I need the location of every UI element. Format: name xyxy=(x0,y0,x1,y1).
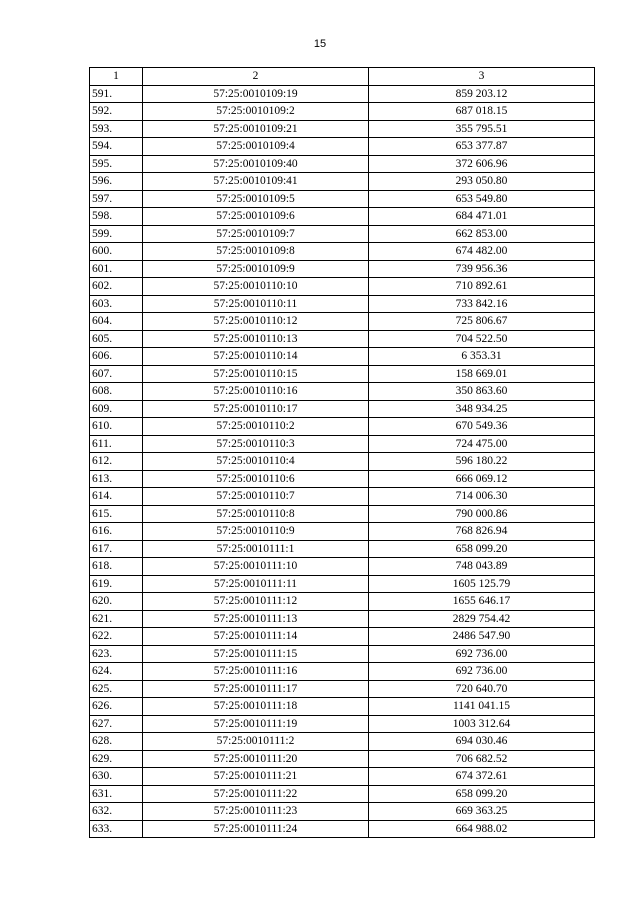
cadastral-value-cell: 355 795.51 xyxy=(369,120,595,138)
cadastral-value-cell: 1141 041.15 xyxy=(369,698,595,716)
cadastral-value-cell: 2829 754.42 xyxy=(369,610,595,628)
cadastral-number-cell: 57:25:0010109:7 xyxy=(143,225,369,243)
cadastral-value-cell: 1605 125.79 xyxy=(369,575,595,593)
row-number-cell: 624. xyxy=(90,663,143,681)
cadastral-number-cell: 57:25:0010109:5 xyxy=(143,190,369,208)
cadastral-value-cell: 293 050.80 xyxy=(369,173,595,191)
row-number-cell: 615. xyxy=(90,505,143,523)
row-number-cell: 631. xyxy=(90,785,143,803)
column-header-value: 3 xyxy=(369,68,595,86)
cadastral-number-cell: 57:25:0010110:6 xyxy=(143,470,369,488)
cadastral-value-cell: 666 069.12 xyxy=(369,470,595,488)
table-row xyxy=(90,120,595,138)
cadastral-value-cell: 748 043.89 xyxy=(369,558,595,576)
cadastral-number-cell: 57:25:0010110:11 xyxy=(143,295,369,313)
table-row xyxy=(90,680,595,698)
cadastral-number-cell: 57:25:0010109:4 xyxy=(143,138,369,156)
cadastral-number-cell: 57:25:0010110:9 xyxy=(143,523,369,541)
column-header-number: 1 xyxy=(90,68,143,86)
row-number-cell: 592. xyxy=(90,103,143,121)
cadastral-number-cell: 57:25:0010111:13 xyxy=(143,610,369,628)
table-row xyxy=(90,103,595,121)
row-number-cell: 617. xyxy=(90,540,143,558)
row-number-cell: 608. xyxy=(90,383,143,401)
row-number-cell: 591. xyxy=(90,85,143,103)
row-number-cell: 605. xyxy=(90,330,143,348)
table-row xyxy=(90,803,595,821)
cadastral-number-cell: 57:25:0010111:14 xyxy=(143,628,369,646)
row-number-cell: 618. xyxy=(90,558,143,576)
cadastral-number-cell: 57:25:0010111:12 xyxy=(143,593,369,611)
table-row xyxy=(90,663,595,681)
cadastral-number-cell: 57:25:0010110:16 xyxy=(143,383,369,401)
row-number-cell: 614. xyxy=(90,488,143,506)
cadastral-number-cell: 57:25:0010111:11 xyxy=(143,575,369,593)
cadastral-value-cell: 710 892.61 xyxy=(369,278,595,296)
table-row xyxy=(90,313,595,331)
cadastral-value-cell: 662 853.00 xyxy=(369,225,595,243)
row-number-cell: 632. xyxy=(90,803,143,821)
row-number-cell: 625. xyxy=(90,680,143,698)
cadastral-value-cell: 664 988.02 xyxy=(369,820,595,838)
cadastral-number-cell: 57:25:0010111:2 xyxy=(143,733,369,751)
cadastral-value-cell: 725 806.67 xyxy=(369,313,595,331)
cadastral-number-cell: 57:25:0010110:4 xyxy=(143,453,369,471)
cadastral-number-cell: 57:25:0010110:8 xyxy=(143,505,369,523)
cadastral-value-cell: 694 030.46 xyxy=(369,733,595,751)
table-row xyxy=(90,85,595,103)
cadastral-value-cell: 658 099.20 xyxy=(369,785,595,803)
row-number-cell: 630. xyxy=(90,768,143,786)
cadastral-value-cell: 687 018.15 xyxy=(369,103,595,121)
table-row xyxy=(90,558,595,576)
cadastral-number-cell: 57:25:0010110:14 xyxy=(143,348,369,366)
cadastral-number-cell: 57:25:0010111:24 xyxy=(143,820,369,838)
table-row xyxy=(90,645,595,663)
cadastral-number-cell: 57:25:0010111:22 xyxy=(143,785,369,803)
cadastral-number-cell: 57:25:0010111:20 xyxy=(143,750,369,768)
row-number-cell: 599. xyxy=(90,225,143,243)
cadastral-number-cell: 57:25:0010109:2 xyxy=(143,103,369,121)
cadastral-number-cell: 57:25:0010110:12 xyxy=(143,313,369,331)
cadastral-number-cell: 57:25:0010109:41 xyxy=(143,173,369,191)
table-row xyxy=(90,295,595,313)
cadastral-number-cell: 57:25:0010111:21 xyxy=(143,768,369,786)
row-number-cell: 607. xyxy=(90,365,143,383)
row-number-cell: 623. xyxy=(90,645,143,663)
table-row xyxy=(90,260,595,278)
table-row xyxy=(90,348,595,366)
row-number-cell: 595. xyxy=(90,155,143,173)
cadastral-number-cell: 57:25:0010111:19 xyxy=(143,715,369,733)
row-number-cell: 616. xyxy=(90,523,143,541)
cadastral-value-cell: 1003 312.64 xyxy=(369,715,595,733)
cadastral-value-cell: 706 682.52 xyxy=(369,750,595,768)
cadastral-value-cell: 859 203.12 xyxy=(369,85,595,103)
row-number-cell: 598. xyxy=(90,208,143,226)
row-number-cell: 621. xyxy=(90,610,143,628)
table-row xyxy=(90,330,595,348)
table-row xyxy=(90,400,595,418)
table-row xyxy=(90,365,595,383)
cadastral-value-table xyxy=(89,67,595,838)
cadastral-value-cell: 720 640.70 xyxy=(369,680,595,698)
cadastral-value-cell: 1655 646.17 xyxy=(369,593,595,611)
table-row xyxy=(90,575,595,593)
cadastral-number-cell: 57:25:0010110:17 xyxy=(143,400,369,418)
row-number-cell: 597. xyxy=(90,190,143,208)
cadastral-value-cell: 6 353.31 xyxy=(369,348,595,366)
cadastral-number-cell: 57:25:0010109:21 xyxy=(143,120,369,138)
row-number-cell: 622. xyxy=(90,628,143,646)
cadastral-number-cell: 57:25:0010110:2 xyxy=(143,418,369,436)
cadastral-number-cell: 57:25:0010109:6 xyxy=(143,208,369,226)
page-number: 15 xyxy=(313,38,327,50)
cadastral-number-cell: 57:25:0010111:23 xyxy=(143,803,369,821)
table-row xyxy=(90,243,595,261)
table-row xyxy=(90,610,595,628)
table-row xyxy=(90,523,595,541)
table-row xyxy=(90,628,595,646)
cadastral-number-cell: 57:25:0010110:7 xyxy=(143,488,369,506)
table-row xyxy=(90,383,595,401)
cadastral-value-cell: 692 736.00 xyxy=(369,663,595,681)
cadastral-number-cell: 57:25:0010111:17 xyxy=(143,680,369,698)
cadastral-number-cell: 57:25:0010111:10 xyxy=(143,558,369,576)
table-row xyxy=(90,173,595,191)
table-row xyxy=(90,155,595,173)
table-row xyxy=(90,225,595,243)
row-number-cell: 604. xyxy=(90,313,143,331)
cadastral-value-cell: 669 363.25 xyxy=(369,803,595,821)
row-number-cell: 606. xyxy=(90,348,143,366)
table-row xyxy=(90,505,595,523)
cadastral-value-cell: 670 549.36 xyxy=(369,418,595,436)
table-body xyxy=(90,85,595,838)
cadastral-number-cell: 57:25:0010110:15 xyxy=(143,365,369,383)
table-row xyxy=(90,190,595,208)
row-number-cell: 603. xyxy=(90,295,143,313)
cadastral-number-cell: 57:25:0010111:1 xyxy=(143,540,369,558)
row-number-cell: 602. xyxy=(90,278,143,296)
cadastral-value-cell: 733 842.16 xyxy=(369,295,595,313)
row-number-cell: 611. xyxy=(90,435,143,453)
cadastral-value-cell: 714 006.30 xyxy=(369,488,595,506)
row-number-cell: 601. xyxy=(90,260,143,278)
table-row xyxy=(90,278,595,296)
cadastral-value-cell: 653 377.87 xyxy=(369,138,595,156)
table-row xyxy=(90,750,595,768)
cadastral-value-cell: 790 000.86 xyxy=(369,505,595,523)
table-row xyxy=(90,418,595,436)
table-row xyxy=(90,435,595,453)
row-number-cell: 610. xyxy=(90,418,143,436)
cadastral-number-cell: 57:25:0010109:40 xyxy=(143,155,369,173)
cadastral-number-cell: 57:25:0010110:10 xyxy=(143,278,369,296)
table-row xyxy=(90,715,595,733)
row-number-cell: 613. xyxy=(90,470,143,488)
cadastral-number-cell: 57:25:0010109:9 xyxy=(143,260,369,278)
cadastral-number-cell: 57:25:0010110:13 xyxy=(143,330,369,348)
cadastral-value-cell: 739 956.36 xyxy=(369,260,595,278)
row-number-cell: 628. xyxy=(90,733,143,751)
cadastral-value-cell: 372 606.96 xyxy=(369,155,595,173)
cadastral-value-cell: 658 099.20 xyxy=(369,540,595,558)
table-row xyxy=(90,820,595,838)
table-row xyxy=(90,540,595,558)
cadastral-value-cell: 684 471.01 xyxy=(369,208,595,226)
table-row xyxy=(90,698,595,716)
row-number-cell: 633. xyxy=(90,820,143,838)
cadastral-value-cell: 596 180.22 xyxy=(369,453,595,471)
row-number-cell: 593. xyxy=(90,120,143,138)
table-row xyxy=(90,768,595,786)
row-number-cell: 620. xyxy=(90,593,143,611)
cadastral-number-cell: 57:25:0010111:15 xyxy=(143,645,369,663)
row-number-cell: 596. xyxy=(90,173,143,191)
cadastral-number-cell: 57:25:0010109:8 xyxy=(143,243,369,261)
table-row xyxy=(90,470,595,488)
table-row xyxy=(90,785,595,803)
column-header-cadastral-number: 2 xyxy=(143,68,369,86)
row-number-cell: 600. xyxy=(90,243,143,261)
row-number-cell: 612. xyxy=(90,453,143,471)
cadastral-value-cell: 674 372.61 xyxy=(369,768,595,786)
table-row xyxy=(90,208,595,226)
table-header-row xyxy=(90,68,595,86)
table-row xyxy=(90,138,595,156)
cadastral-number-cell: 57:25:0010111:16 xyxy=(143,663,369,681)
cadastral-number-cell: 57:25:0010109:19 xyxy=(143,85,369,103)
cadastral-value-cell: 653 549.80 xyxy=(369,190,595,208)
table-row xyxy=(90,733,595,751)
row-number-cell: 609. xyxy=(90,400,143,418)
cadastral-value-cell: 2486 547.90 xyxy=(369,628,595,646)
row-number-cell: 626. xyxy=(90,698,143,716)
cadastral-value-cell: 158 669.01 xyxy=(369,365,595,383)
cadastral-value-cell: 348 934.25 xyxy=(369,400,595,418)
table-row xyxy=(90,488,595,506)
cadastral-number-cell: 57:25:0010111:18 xyxy=(143,698,369,716)
row-number-cell: 619. xyxy=(90,575,143,593)
cadastral-value-cell: 768 826.94 xyxy=(369,523,595,541)
row-number-cell: 629. xyxy=(90,750,143,768)
cadastral-value-cell: 692 736.00 xyxy=(369,645,595,663)
cadastral-value-cell: 674 482.00 xyxy=(369,243,595,261)
cadastral-value-cell: 704 522.50 xyxy=(369,330,595,348)
table-row xyxy=(90,593,595,611)
row-number-cell: 594. xyxy=(90,138,143,156)
table-row xyxy=(90,453,595,471)
cadastral-value-cell: 350 863.60 xyxy=(369,383,595,401)
cadastral-value-cell: 724 475.00 xyxy=(369,435,595,453)
cadastral-number-cell: 57:25:0010110:3 xyxy=(143,435,369,453)
row-number-cell: 627. xyxy=(90,715,143,733)
